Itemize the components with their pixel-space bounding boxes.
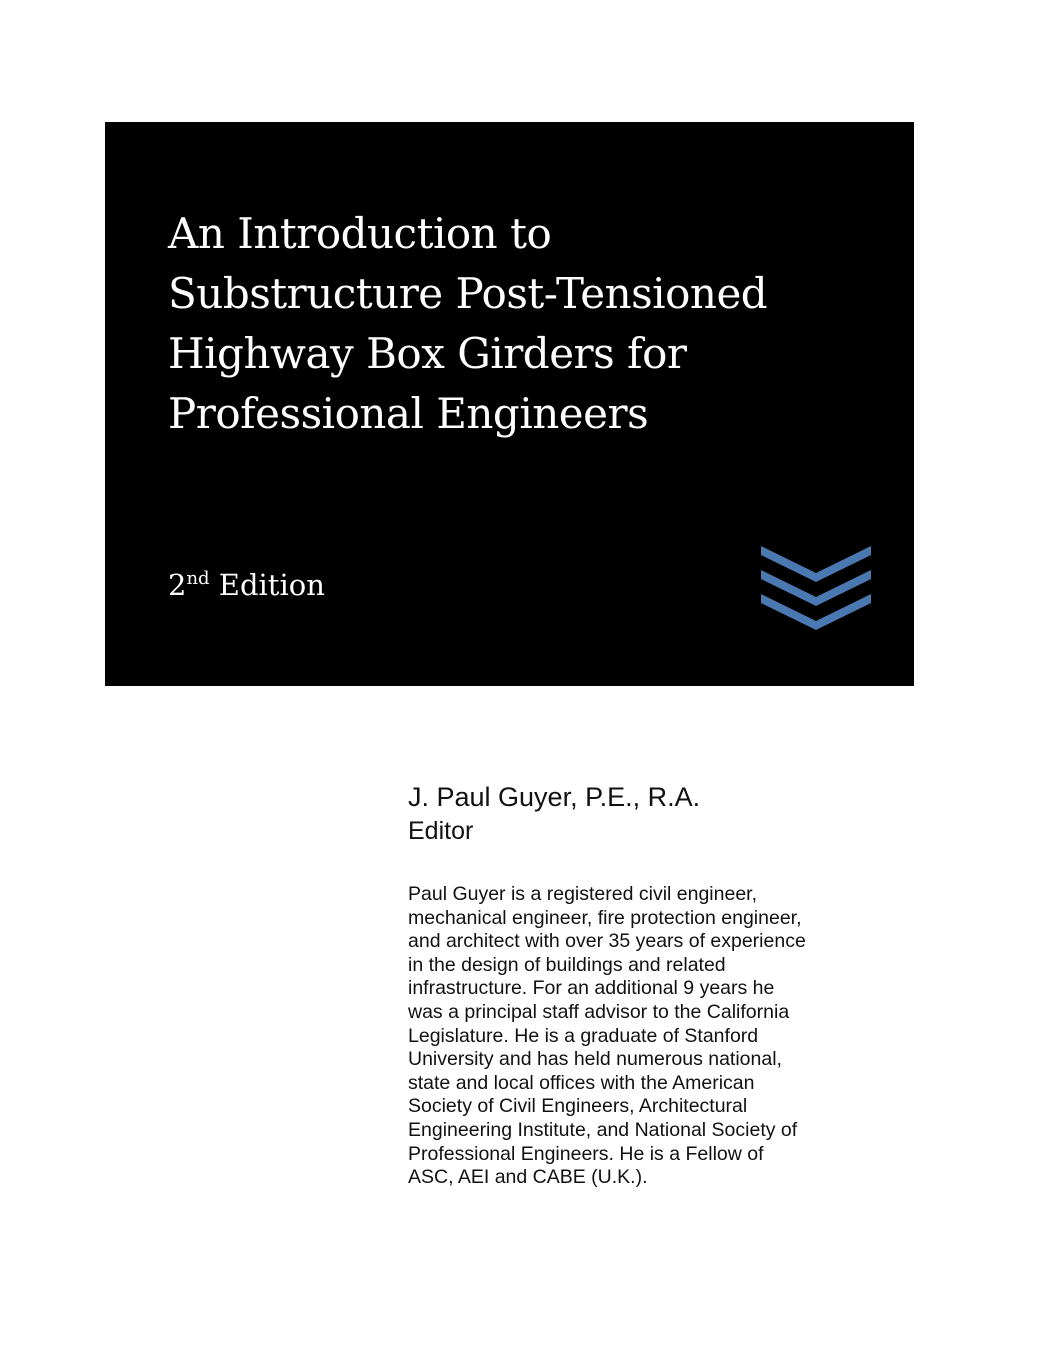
author-bio [408, 883, 848, 1190]
cover-panel [105, 122, 914, 686]
title-line: Professional Engineers [168, 389, 649, 438]
bio-line: Legislature. He is a graduate of Stanford [408, 1024, 759, 1047]
bio-line: in the design of buildings and related [408, 953, 726, 976]
bio-line: University and has held numerous national, [408, 1048, 782, 1071]
bio-line: state and local offices with the American [408, 1071, 755, 1094]
bio-line: was a principal staff advisor to the California [408, 1000, 790, 1023]
edition-label [168, 565, 325, 605]
edition-text: Edition [209, 568, 325, 602]
bio-line: Society of Civil Engineers, Architectural [408, 1095, 748, 1118]
title-line: Highway Box Girders for [168, 329, 687, 378]
author-role: Editor [408, 817, 474, 845]
edition-suffix: nd [186, 568, 210, 589]
edition-number: 2 [168, 568, 187, 602]
bio-line: ASC, AEI and CABE (U.K.). [408, 1166, 648, 1189]
bio-line: Professional Engineers. He is a Fellow of [408, 1142, 764, 1165]
bio-line: Paul Guyer is a registered civil engineer, [408, 883, 758, 905]
bio-line: mechanical engineer, fire protection engineer, [408, 906, 802, 929]
bio-line: and architect with over 35 years of experience [408, 930, 806, 953]
author-name: J. Paul Guyer, P.E., R.A. [408, 782, 701, 812]
title-line: Substructure Post-Tensioned [168, 269, 768, 318]
bio-line: Engineering Institute, and National Society of [408, 1118, 798, 1141]
title-line: An Introduction to [168, 209, 552, 258]
triple-chevron-down-icon [761, 544, 871, 634]
bio-line: infrastructure. For an additional 9 years he [408, 977, 775, 1000]
chevron-shape [761, 546, 871, 582]
author-block [408, 781, 848, 1190]
book-title [168, 204, 888, 444]
